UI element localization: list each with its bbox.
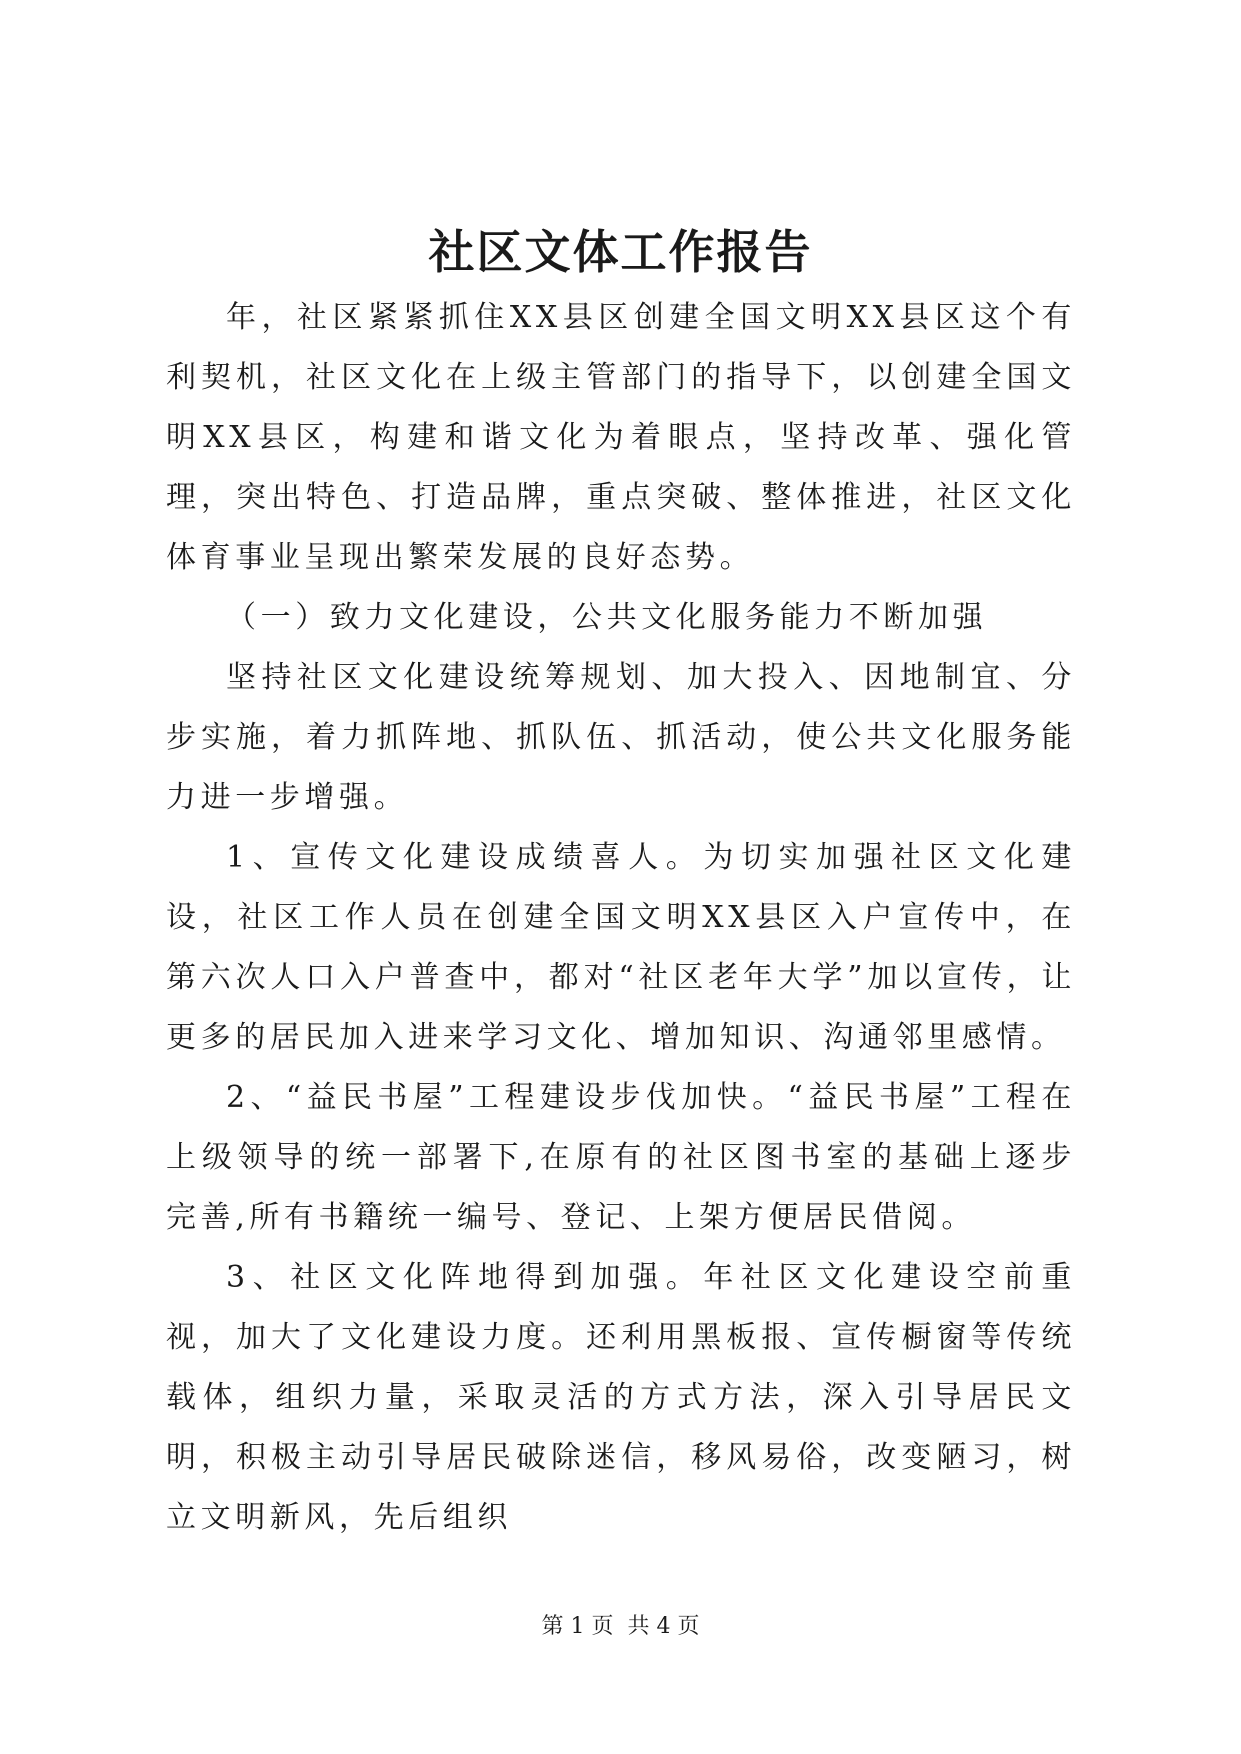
- paragraph-item-2: 2、“益民书屋”工程建设步伐加快。“益民书屋”工程在上级领导的统一部署下,在原有的社区图书室的基础上逐步完善,所有书籍统一编号、登记、上架方便居民借阅。: [166, 1080, 1076, 1235]
- document-body: [166, 288, 1076, 1548]
- paragraph-intro: 年，社区紧紧抓住XX县区创建全国文明XX县区这个有利契机，社区文化在上级主管部门的指导下，以创建全国文明XX县区，构建和谐文化为着眼点，坚持改革、强化管理，突出特色、打造品牌，重点突破、整体推进，社区文化体育事业呈现出繁荣发展的良好态势。: [166, 300, 1076, 575]
- paragraph-section-summary: 坚持社区文化建设统筹规划、加大投入、因地制宜、分步实施，着力抓阵地、抓队伍、抓活动，使公共文化服务能力进一步增强。: [166, 660, 1076, 815]
- document-title: 社区文体工作报告: [428, 225, 813, 279]
- page-number-label: 第 1 页 共 4 页: [541, 1614, 700, 1639]
- section-heading-1: （一）致力文化建设，公共文化服务能力不断加强: [226, 600, 988, 635]
- paragraph-item-3: 3、社区文化阵地得到加强。年社区文化建设空前重视，加大了文化建设力度。还利用黑板报、宣传橱窗等传统载体，组织力量，采取灵活的方式方法，深入引导居民文明，积极主动引导居民破除迷信，移风易俗，改变陋习，树立文明新风，先后组织: [166, 1260, 1076, 1535]
- paragraph-item-1: 1、宣传文化建设成绩喜人。为切实加强社区文化建设，社区工作人员在创建全国文明XX县区入户宣传中，在第六次人口入户普查中，都对“社区老年大学”加以宣传，让更多的居民加入进来学习文化、增加知识、沟通邻里感情。: [166, 840, 1076, 1055]
- page-footer: [0, 1612, 1241, 1642]
